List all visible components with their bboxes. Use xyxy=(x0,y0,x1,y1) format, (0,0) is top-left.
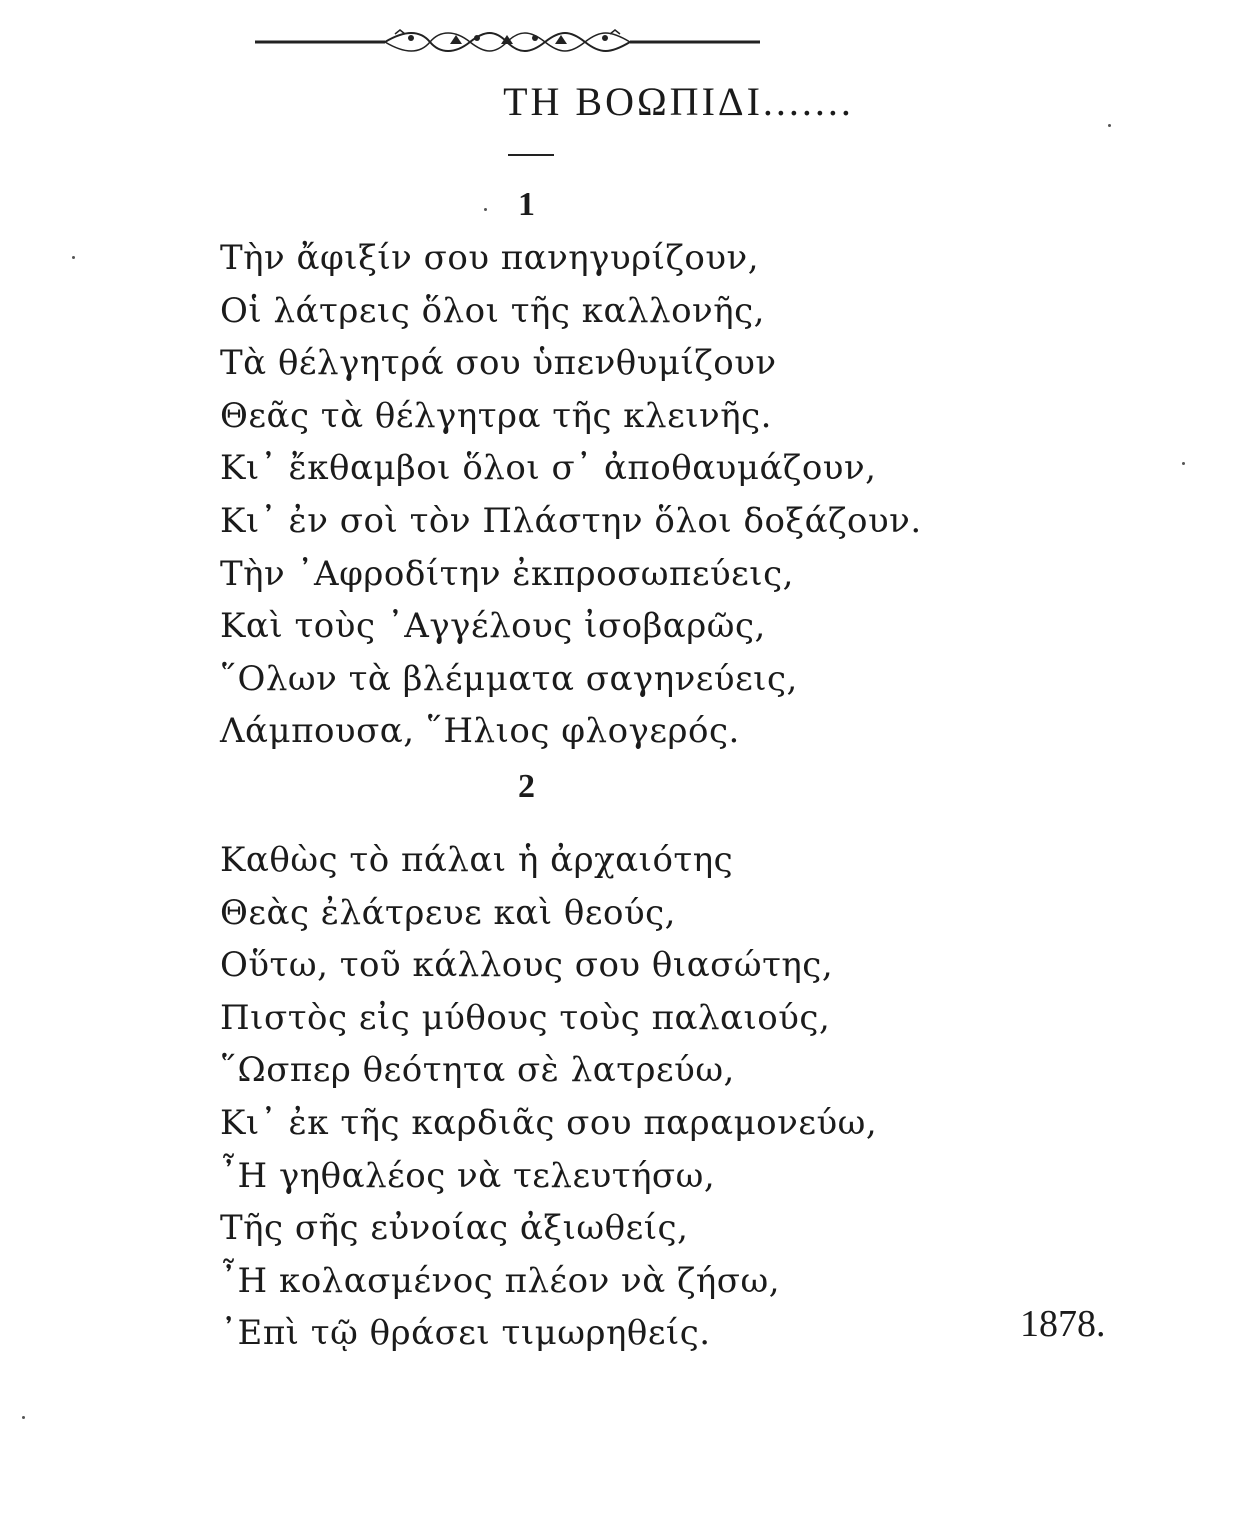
poem-line: Κι᾿ ἐκ τῆς καρδιᾶς σου παραμονεύω, xyxy=(220,1102,878,1143)
scan-speck xyxy=(1182,462,1185,465)
poem-line: Θεὰς ἐλάτρευε καὶ θεούς, xyxy=(220,892,676,933)
poem-line: Πιστὸς εἰς μύθους τοὺς παλαιούς, xyxy=(220,997,831,1038)
poem-line: ῞Ωσπερ θεότητα σὲ λατρεύω, xyxy=(220,1050,735,1091)
poem-line: Καὶ τοὺς ᾿Αγγέλους ἰσοβαρῶς, xyxy=(220,606,766,647)
stanza-2 xyxy=(220,834,877,1360)
poem-line: Τὰ θέλγητρά σου ὑπενθυμίζουν xyxy=(220,343,777,384)
poem-line: Τὴν ἄφιξίν σου πανηγυρίζουν, xyxy=(220,238,760,278)
title-rule xyxy=(508,154,554,156)
poem-line: Κι᾿ ἐν σοὶ τὸν Πλάστην ὅλοι δοξάζουν. xyxy=(220,500,922,541)
scan-speck xyxy=(1108,124,1111,127)
poem-line: Λάμπουσα, ῞Ηλιος φλογερός. xyxy=(220,711,740,752)
poem-line: Τὴν ᾿Αφροδίτην ἐκπροσωπεύεις, xyxy=(220,553,794,594)
poem-line: ῏Η γηθαλέος νὰ τελευτήσω, xyxy=(220,1155,716,1196)
stanza-number-2: 2 xyxy=(518,768,535,805)
poem-line: Οἱ λάτρεις ὅλοι τῆς καλλονῆς, xyxy=(220,290,765,331)
poem-line: Οὕτω, τοῦ κάλλους σου θιασώτης, xyxy=(220,945,834,986)
ornament-divider-icon xyxy=(255,22,760,62)
poem-line: Κι᾿ ἔκθαμβοι ὅλοι σ᾿ ἀποθαυμάζουν, xyxy=(220,448,877,489)
poem-line: Καθὼς τὸ πάλαι ἡ ἀρχαιότης xyxy=(220,840,734,880)
stanza-1 xyxy=(220,232,922,758)
scan-speck xyxy=(484,208,487,211)
scan-speck xyxy=(72,256,75,259)
poem-year: 1878. xyxy=(1020,1303,1106,1345)
poem-line: ῞Ολων τὰ βλέμματα σαγηνεύεις, xyxy=(220,658,798,699)
poem-title: ΤΗ ΒΟΩΠΙΔΙ....... xyxy=(503,79,854,124)
poem-line: Τῆς σῆς εὐνοίας ἀξιωθείς, xyxy=(220,1208,689,1249)
poem-line: ῏Η κολασμένος πλέον νὰ ζήσω, xyxy=(220,1260,781,1301)
poem-line: Θεᾶς τὰ θέλγητρα τῆς κλεινῆς. xyxy=(220,395,772,436)
poem-line: ᾿Επὶ τῷ θράσει τιμωρηθείς. xyxy=(220,1313,711,1354)
scan-speck xyxy=(22,1416,25,1419)
stanza-number-1: 1 xyxy=(518,186,535,223)
